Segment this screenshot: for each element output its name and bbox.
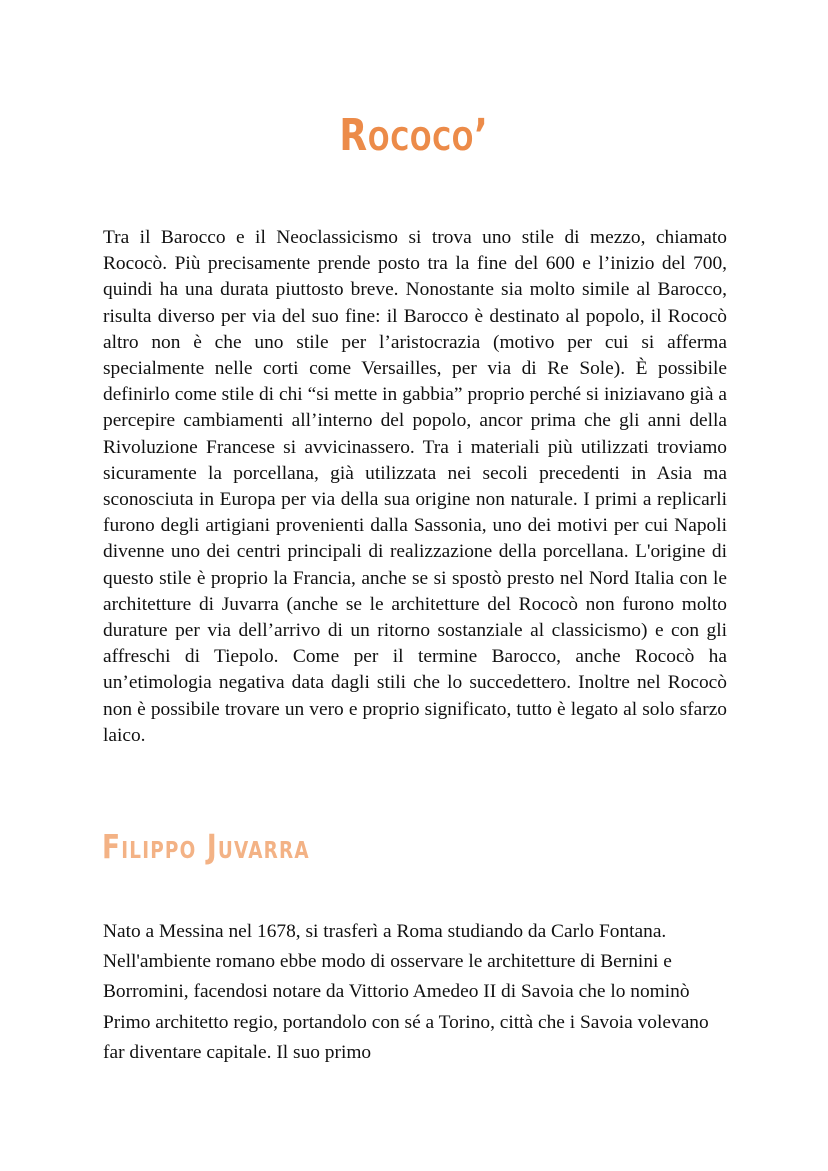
- intro-paragraph: Tra il Barocco e il Neoclassicismo si trova uno stile di mezzo, chiamato Rococò. Più precisamente prende posto tra la fine del 600 e l’inizio del 700, quindi ha una durata piuttosto breve. Nonostante sia molto simile al Barocco, risulta diverso per via del suo fine: il Barocco è destinato al popolo, il Rococò altro non è che uno stile per l’aristocrazia (motivo per cui si afferma specialmente nelle corti come Versailles, per via di Re Sole). È possibile definirlo come stile di chi “si mette in gabbia” proprio perché si iniziavano già a percepire cambiamenti all’interno del popolo, ancor prima che gli anni della Rivoluzione Francese si avvicinassero. Tra i materiali più utilizzati troviamo sicuramente la porcellana, già utilizzata nei secoli precedenti in Asia ma sconosciuta in Europa per via della sua origine non naturale. I primi a replicarli furono degli artigiani provenienti dalla Sassonia, uno dei motivi per cui Napoli divenne uno dei centri principali di realizzazione della porcellana. L'origine di questo stile è proprio la Francia, anche se si spostò presto nel Nord Italia con le architetture di Juvarra (anche se le architetture del Rococò non furono molto durature per via dell’arrivo di un ritorno sostanziale al classicismo) e con gli affreschi di Tiepolo. Come per il termine Barocco, anche Rococò ha un’etimologia negativa data dagli stili che lo succedettero. Inoltre nel Rococò non è possibile trovare un vero e proprio significato, tutto è legato al solo sfarzo laico.: [103, 227, 727, 746]
- page-title: Rococo’: [339, 110, 489, 161]
- section-heading-filippo-juvarra: Filippo Juvarra: [102, 827, 310, 866]
- juvarra-paragraph: Nato a Messina nel 1678, si trasferì a Roma studiando da Carlo Fontana. Nell'ambiente romano ebbe modo di osservare le architetture di Bernini e Borromini, facendosi notare da Vittorio Amedeo II di Savoia che lo nominò Primo architetto regio, portandolo con sé a Torino, città che i Savoia volevano far diventare capitale. Il suo primo: [103, 921, 709, 1063]
